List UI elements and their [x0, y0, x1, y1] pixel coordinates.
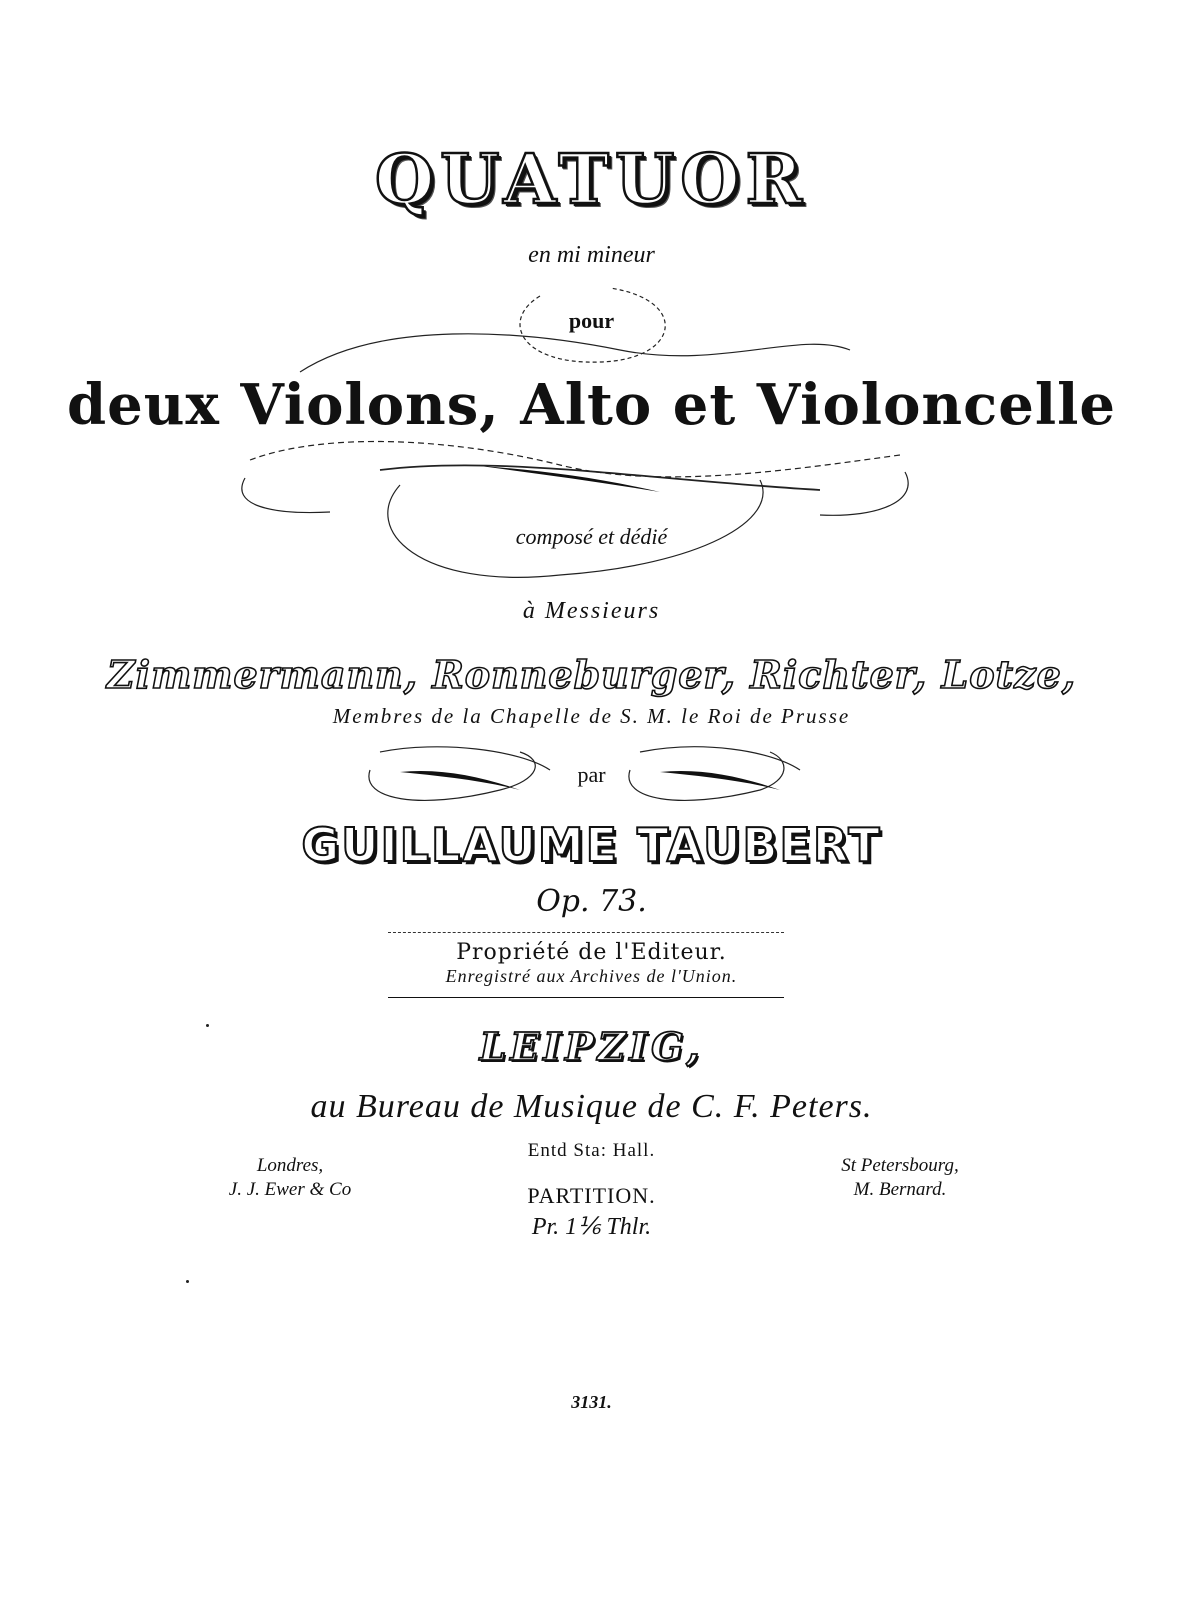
- agent-city: Londres,: [256, 1155, 324, 1176]
- plate-number: 3131.: [571, 1392, 612, 1412]
- to-messrs-text: à Messieurs: [522, 598, 661, 624]
- opus-number: Op. 73.: [536, 884, 647, 919]
- entry-notice: Entd Sta: Hall.: [527, 1140, 656, 1161]
- dedication-intro: composé et dédié: [515, 524, 668, 549]
- pour-text: pour: [568, 308, 615, 333]
- agent-city: St Petersbourg,: [841, 1155, 959, 1176]
- publisher-name: au Bureau de Musique de C. F. Peters.: [310, 1088, 873, 1125]
- divider-rule: [388, 997, 784, 998]
- price-text: Pr. 1⅙ Thlr.: [531, 1214, 652, 1240]
- key-signature-text: en mi mineur: [528, 242, 655, 268]
- dedicatees-names: Zimmermann, Ronneburger, Richter, Lotze,: [106, 652, 1077, 697]
- agent-name: M. Bernard.: [853, 1179, 947, 1200]
- dedicatees-role: Membres de la Chapelle de S. M. le Roi de Prusse: [332, 704, 851, 728]
- edition-type: PARTITION.: [527, 1183, 656, 1208]
- divider-rule: [388, 932, 784, 933]
- par-text: par: [577, 762, 606, 787]
- paper-speck: [206, 1024, 209, 1027]
- property-notice: Propriété de l'Editeur.: [456, 940, 727, 965]
- composer-name: GUILLAUME TAUBERT: [301, 818, 882, 872]
- instrumentation-heading: deux Violons, Alto et Violoncelle: [66, 372, 1117, 438]
- publisher-city: LEIPZIG,: [479, 1024, 704, 1069]
- registration-notice: Enregistré aux Archives de l'Union.: [445, 966, 738, 986]
- paper-speck: [186, 1280, 189, 1283]
- agent-name: J. J. Ewer & Co: [228, 1179, 352, 1200]
- work-title: QUATUOR: [374, 140, 809, 220]
